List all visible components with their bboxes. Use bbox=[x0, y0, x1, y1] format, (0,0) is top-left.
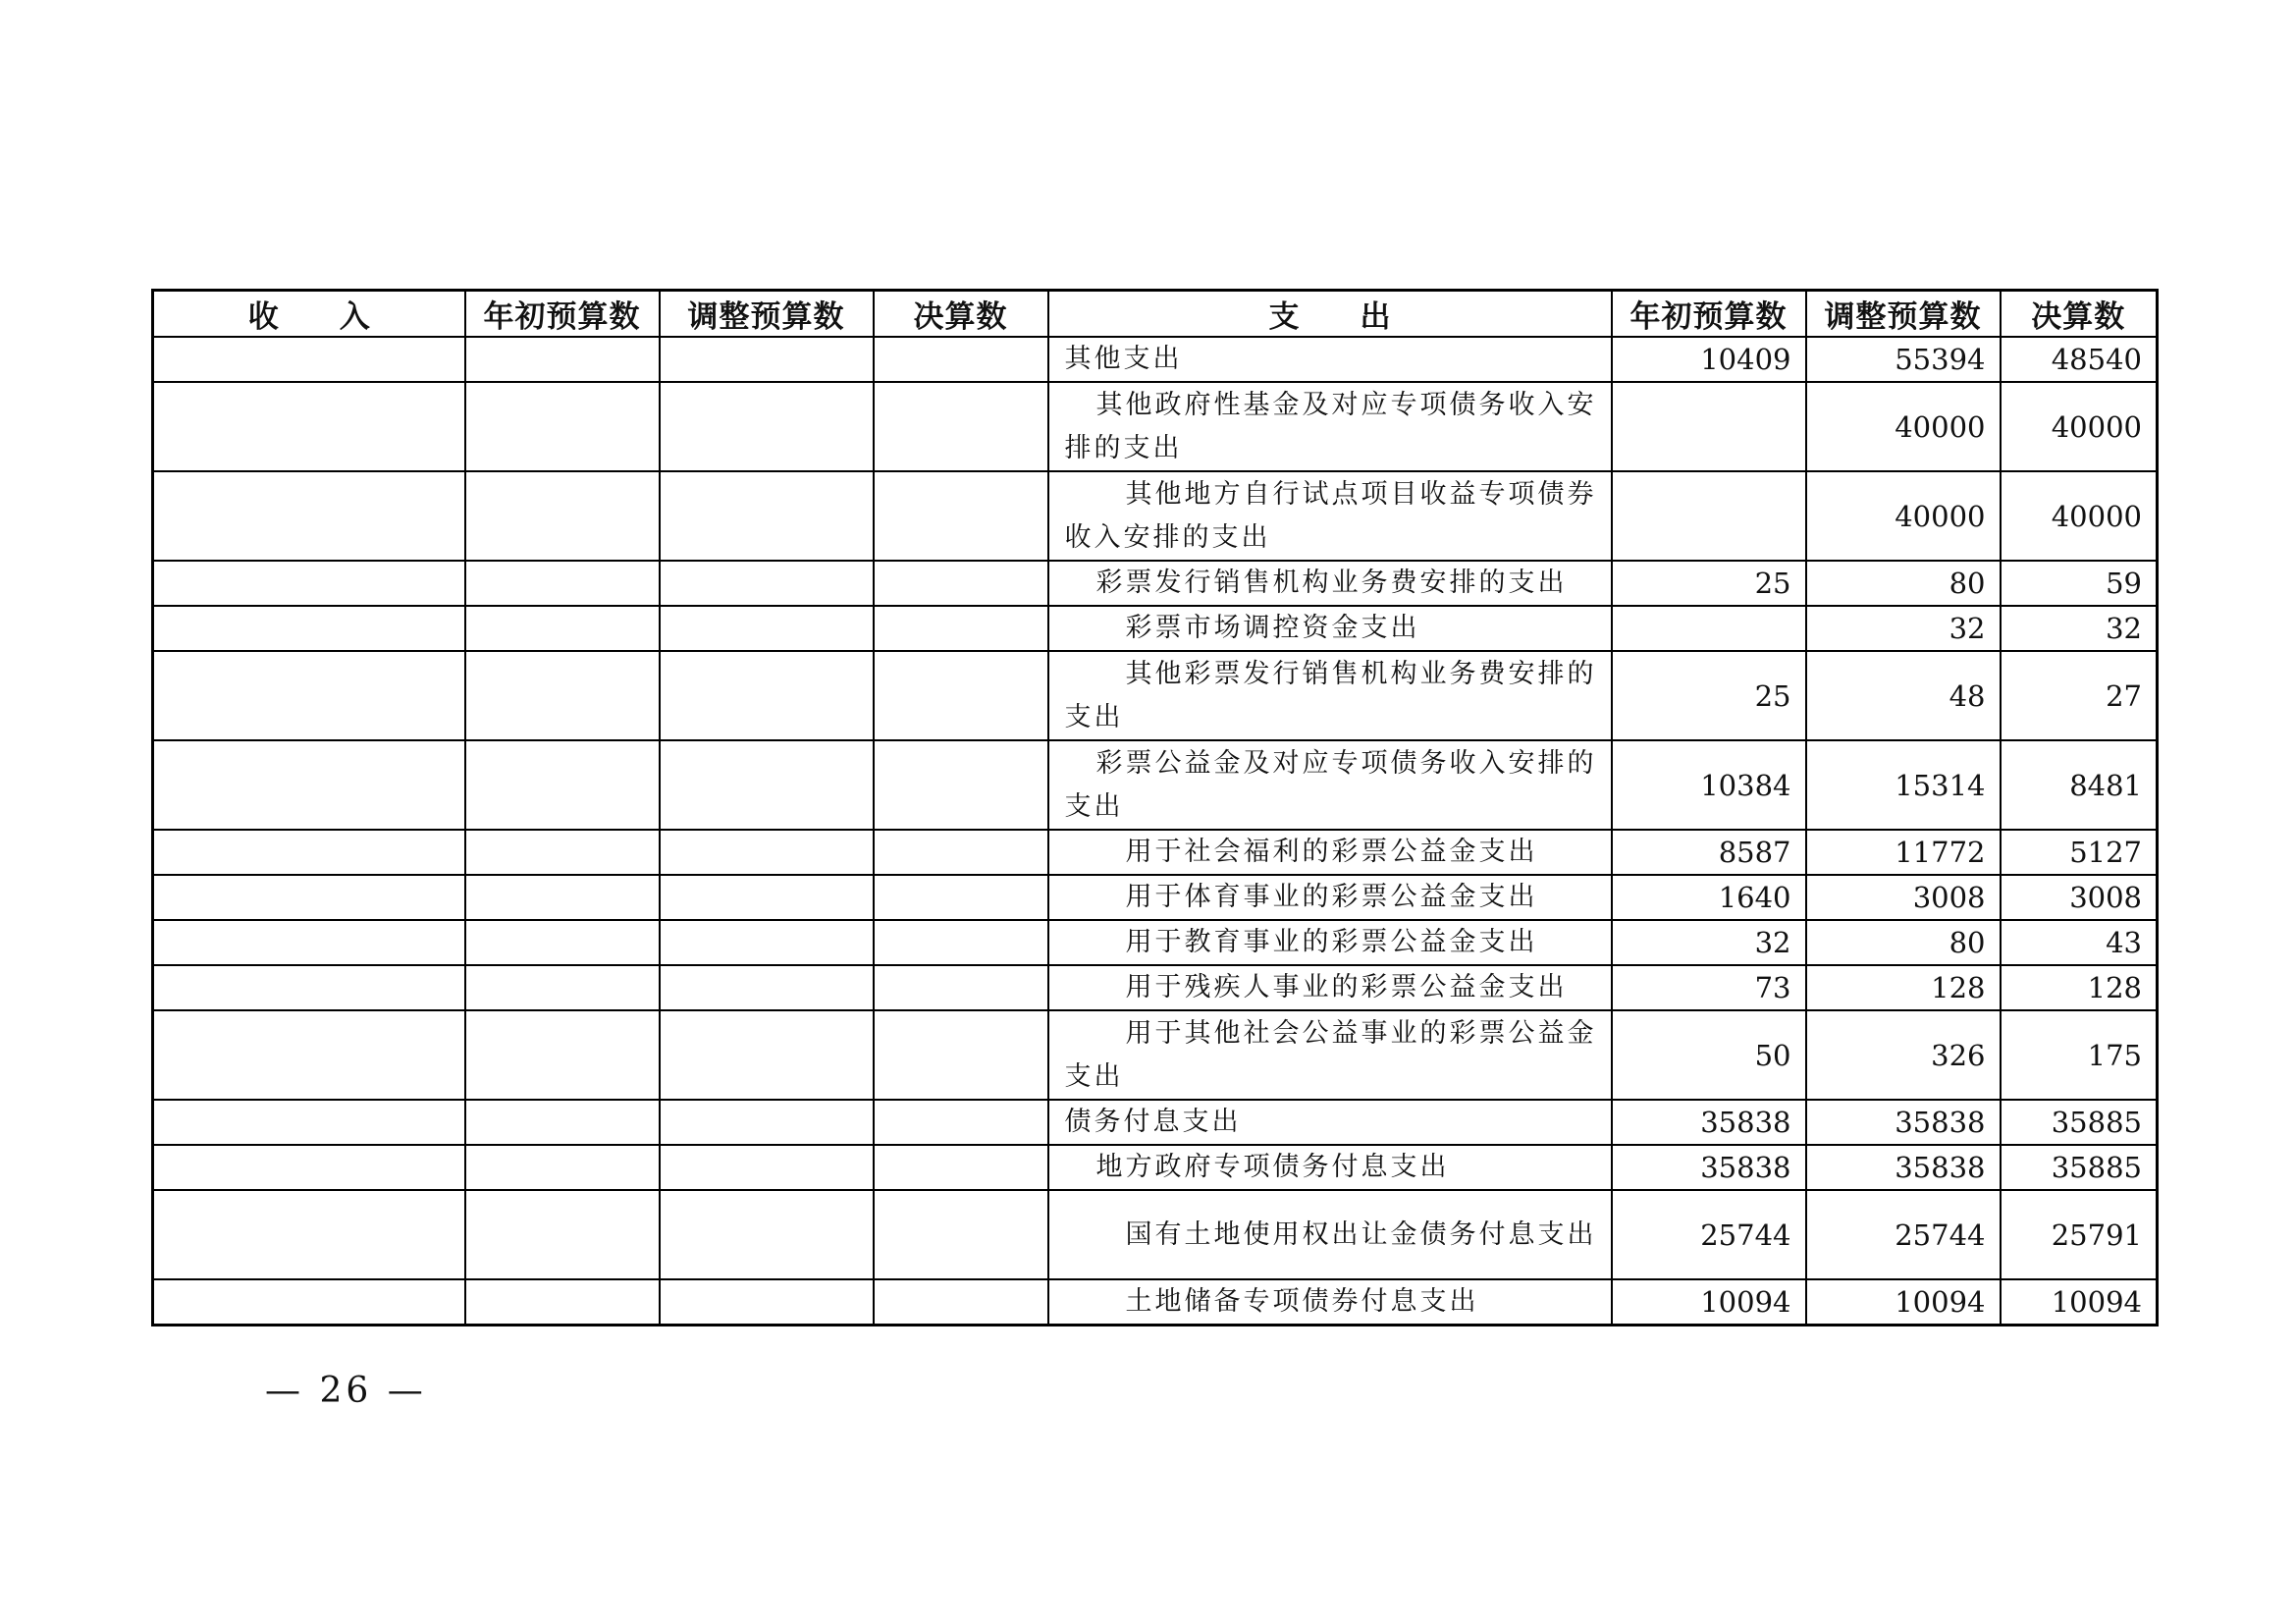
expense-final-cell: 8481 bbox=[2001, 740, 2158, 830]
table-row bbox=[153, 382, 2158, 471]
expense-item-cell: 彩票发行销售机构业务费安排的支出 bbox=[1048, 561, 1612, 606]
income-item-cell bbox=[153, 1145, 465, 1190]
expense-adjusted-cell: 48 bbox=[1806, 651, 2001, 740]
income-initial-cell bbox=[465, 1145, 660, 1190]
header-income: 收 入 bbox=[153, 291, 465, 338]
income-initial-cell bbox=[465, 875, 660, 920]
expense-final-cell: 35885 bbox=[2001, 1145, 2158, 1190]
income-adjusted-cell bbox=[660, 471, 874, 561]
income-adjusted-cell bbox=[660, 830, 874, 875]
table-row bbox=[153, 1100, 2158, 1145]
expense-adjusted-cell: 40000 bbox=[1806, 471, 2001, 561]
expense-adjusted-cell: 32 bbox=[1806, 606, 2001, 651]
income-item-cell bbox=[153, 337, 465, 382]
header-income-final: 决算数 bbox=[874, 291, 1048, 338]
header-expense-adjusted: 调整预算数 bbox=[1806, 291, 2001, 338]
income-adjusted-cell bbox=[660, 1100, 874, 1145]
income-final-cell bbox=[874, 1100, 1048, 1145]
expense-initial-cell: 1640 bbox=[1612, 875, 1806, 920]
expense-item-cell: 其他彩票发行销售机构业务费安排的支出 bbox=[1048, 651, 1612, 740]
expense-final-cell: 35885 bbox=[2001, 1100, 2158, 1145]
expense-adjusted-cell: 11772 bbox=[1806, 830, 2001, 875]
header-expense: 支 出 bbox=[1048, 291, 1612, 338]
expense-item-cell: 用于社会福利的彩票公益金支出 bbox=[1048, 830, 1612, 875]
expense-final-cell: 32 bbox=[2001, 606, 2158, 651]
income-adjusted-cell bbox=[660, 561, 874, 606]
income-final-cell bbox=[874, 382, 1048, 471]
table-row bbox=[153, 920, 2158, 965]
income-initial-cell bbox=[465, 337, 660, 382]
income-item-cell bbox=[153, 920, 465, 965]
income-final-cell bbox=[874, 606, 1048, 651]
income-final-cell bbox=[874, 1190, 1048, 1279]
expense-adjusted-cell: 326 bbox=[1806, 1010, 2001, 1100]
income-initial-cell bbox=[465, 740, 660, 830]
expense-item-cell: 用于体育事业的彩票公益金支出 bbox=[1048, 875, 1612, 920]
income-adjusted-cell bbox=[660, 382, 874, 471]
expense-initial-cell bbox=[1612, 471, 1806, 561]
table-row bbox=[153, 606, 2158, 651]
income-item-cell bbox=[153, 1190, 465, 1279]
income-final-cell bbox=[874, 651, 1048, 740]
income-adjusted-cell bbox=[660, 1010, 874, 1100]
expense-initial-cell: 10409 bbox=[1612, 337, 1806, 382]
page-number: — 26 — bbox=[265, 1371, 427, 1411]
expense-initial-cell: 10094 bbox=[1612, 1279, 1806, 1326]
header-income-adjusted: 调整预算数 bbox=[660, 291, 874, 338]
expense-item-cell: 土地储备专项债券付息支出 bbox=[1048, 1279, 1612, 1326]
expense-initial-cell bbox=[1612, 606, 1806, 651]
table-row bbox=[153, 830, 2158, 875]
income-initial-cell bbox=[465, 830, 660, 875]
expense-initial-cell: 35838 bbox=[1612, 1145, 1806, 1190]
expense-final-cell: 25791 bbox=[2001, 1190, 2158, 1279]
expense-final-cell: 48540 bbox=[2001, 337, 2158, 382]
income-adjusted-cell bbox=[660, 875, 874, 920]
expense-adjusted-cell: 128 bbox=[1806, 965, 2001, 1010]
expense-item-cell: 债务付息支出 bbox=[1048, 1100, 1612, 1145]
expense-item-cell: 其他地方自行试点项目收益专项债券收入安排的支出 bbox=[1048, 471, 1612, 561]
table-row bbox=[153, 1279, 2158, 1326]
expense-adjusted-cell: 80 bbox=[1806, 920, 2001, 965]
income-adjusted-cell bbox=[660, 1279, 874, 1326]
expense-final-cell: 40000 bbox=[2001, 471, 2158, 561]
expense-final-cell: 10094 bbox=[2001, 1279, 2158, 1326]
table-row bbox=[153, 561, 2158, 606]
income-final-cell bbox=[874, 875, 1048, 920]
income-final-cell bbox=[874, 1279, 1048, 1326]
expense-item-cell: 用于其他社会公益事业的彩票公益金支出 bbox=[1048, 1010, 1612, 1100]
income-initial-cell bbox=[465, 920, 660, 965]
expense-item-cell: 用于教育事业的彩票公益金支出 bbox=[1048, 920, 1612, 965]
income-adjusted-cell bbox=[660, 920, 874, 965]
expense-initial-cell: 25 bbox=[1612, 651, 1806, 740]
expense-adjusted-cell: 55394 bbox=[1806, 337, 2001, 382]
expense-adjusted-cell: 25744 bbox=[1806, 1190, 2001, 1279]
income-final-cell bbox=[874, 920, 1048, 965]
expense-adjusted-cell: 35838 bbox=[1806, 1145, 2001, 1190]
expense-initial-cell: 73 bbox=[1612, 965, 1806, 1010]
income-item-cell bbox=[153, 651, 465, 740]
income-item-cell bbox=[153, 561, 465, 606]
income-final-cell bbox=[874, 1010, 1048, 1100]
expense-final-cell: 40000 bbox=[2001, 382, 2158, 471]
expense-initial-cell bbox=[1612, 382, 1806, 471]
expense-item-cell: 国有土地使用权出让金债务付息支出 bbox=[1048, 1190, 1612, 1279]
expense-adjusted-cell: 80 bbox=[1806, 561, 2001, 606]
table-row bbox=[153, 471, 2158, 561]
income-item-cell bbox=[153, 1279, 465, 1326]
expense-initial-cell: 25 bbox=[1612, 561, 1806, 606]
expense-adjusted-cell: 10094 bbox=[1806, 1279, 2001, 1326]
expense-final-cell: 3008 bbox=[2001, 875, 2158, 920]
income-final-cell bbox=[874, 740, 1048, 830]
income-initial-cell bbox=[465, 606, 660, 651]
budget-table bbox=[151, 289, 2159, 1326]
expense-adjusted-cell: 15314 bbox=[1806, 740, 2001, 830]
expense-adjusted-cell: 3008 bbox=[1806, 875, 2001, 920]
table-row bbox=[153, 1190, 2158, 1279]
income-final-cell bbox=[874, 471, 1048, 561]
income-adjusted-cell bbox=[660, 1190, 874, 1279]
table-row bbox=[153, 1010, 2158, 1100]
table-body bbox=[153, 337, 2158, 1326]
income-final-cell bbox=[874, 965, 1048, 1010]
income-initial-cell bbox=[465, 1100, 660, 1145]
expense-item-cell: 地方政府专项债务付息支出 bbox=[1048, 1145, 1612, 1190]
header-expense-final: 决算数 bbox=[2001, 291, 2158, 338]
income-item-cell bbox=[153, 740, 465, 830]
income-initial-cell bbox=[465, 382, 660, 471]
header-expense-initial: 年初预算数 bbox=[1612, 291, 1806, 338]
income-adjusted-cell bbox=[660, 740, 874, 830]
income-initial-cell bbox=[465, 1190, 660, 1279]
income-adjusted-cell bbox=[660, 1145, 874, 1190]
expense-initial-cell: 10384 bbox=[1612, 740, 1806, 830]
income-item-cell bbox=[153, 1010, 465, 1100]
table-row bbox=[153, 651, 2158, 740]
income-final-cell bbox=[874, 337, 1048, 382]
expense-initial-cell: 35838 bbox=[1612, 1100, 1806, 1145]
income-adjusted-cell bbox=[660, 337, 874, 382]
income-initial-cell bbox=[465, 651, 660, 740]
expense-final-cell: 59 bbox=[2001, 561, 2158, 606]
expense-item-cell: 用于残疾人事业的彩票公益金支出 bbox=[1048, 965, 1612, 1010]
income-item-cell bbox=[153, 965, 465, 1010]
income-item-cell bbox=[153, 875, 465, 920]
table-row bbox=[153, 875, 2158, 920]
expense-adjusted-cell: 40000 bbox=[1806, 382, 2001, 471]
header-row bbox=[153, 291, 2158, 338]
expense-initial-cell: 32 bbox=[1612, 920, 1806, 965]
income-adjusted-cell bbox=[660, 965, 874, 1010]
table-row bbox=[153, 1145, 2158, 1190]
income-final-cell bbox=[874, 561, 1048, 606]
expense-final-cell: 175 bbox=[2001, 1010, 2158, 1100]
expense-final-cell: 5127 bbox=[2001, 830, 2158, 875]
income-initial-cell bbox=[465, 965, 660, 1010]
table-row bbox=[153, 337, 2158, 382]
income-item-cell bbox=[153, 1100, 465, 1145]
expense-adjusted-cell: 35838 bbox=[1806, 1100, 2001, 1145]
income-item-cell bbox=[153, 830, 465, 875]
expense-item-cell: 彩票公益金及对应专项债务收入安排的支出 bbox=[1048, 740, 1612, 830]
expense-item-cell: 其他政府性基金及对应专项债务收入安排的支出 bbox=[1048, 382, 1612, 471]
expense-initial-cell: 8587 bbox=[1612, 830, 1806, 875]
expense-initial-cell: 50 bbox=[1612, 1010, 1806, 1100]
income-final-cell bbox=[874, 830, 1048, 875]
income-item-cell bbox=[153, 471, 465, 561]
income-initial-cell bbox=[465, 471, 660, 561]
income-item-cell bbox=[153, 606, 465, 651]
expense-final-cell: 43 bbox=[2001, 920, 2158, 965]
income-final-cell bbox=[874, 1145, 1048, 1190]
expense-initial-cell: 25744 bbox=[1612, 1190, 1806, 1279]
table-row bbox=[153, 965, 2158, 1010]
income-adjusted-cell bbox=[660, 651, 874, 740]
income-adjusted-cell bbox=[660, 606, 874, 651]
expense-item-cell: 彩票市场调控资金支出 bbox=[1048, 606, 1612, 651]
income-initial-cell bbox=[465, 1010, 660, 1100]
header-income-initial: 年初预算数 bbox=[465, 291, 660, 338]
table-row bbox=[153, 740, 2158, 830]
income-initial-cell bbox=[465, 561, 660, 606]
expense-item-cell: 其他支出 bbox=[1048, 337, 1612, 382]
expense-final-cell: 27 bbox=[2001, 651, 2158, 740]
income-initial-cell bbox=[465, 1279, 660, 1326]
income-item-cell bbox=[153, 382, 465, 471]
expense-final-cell: 128 bbox=[2001, 965, 2158, 1010]
